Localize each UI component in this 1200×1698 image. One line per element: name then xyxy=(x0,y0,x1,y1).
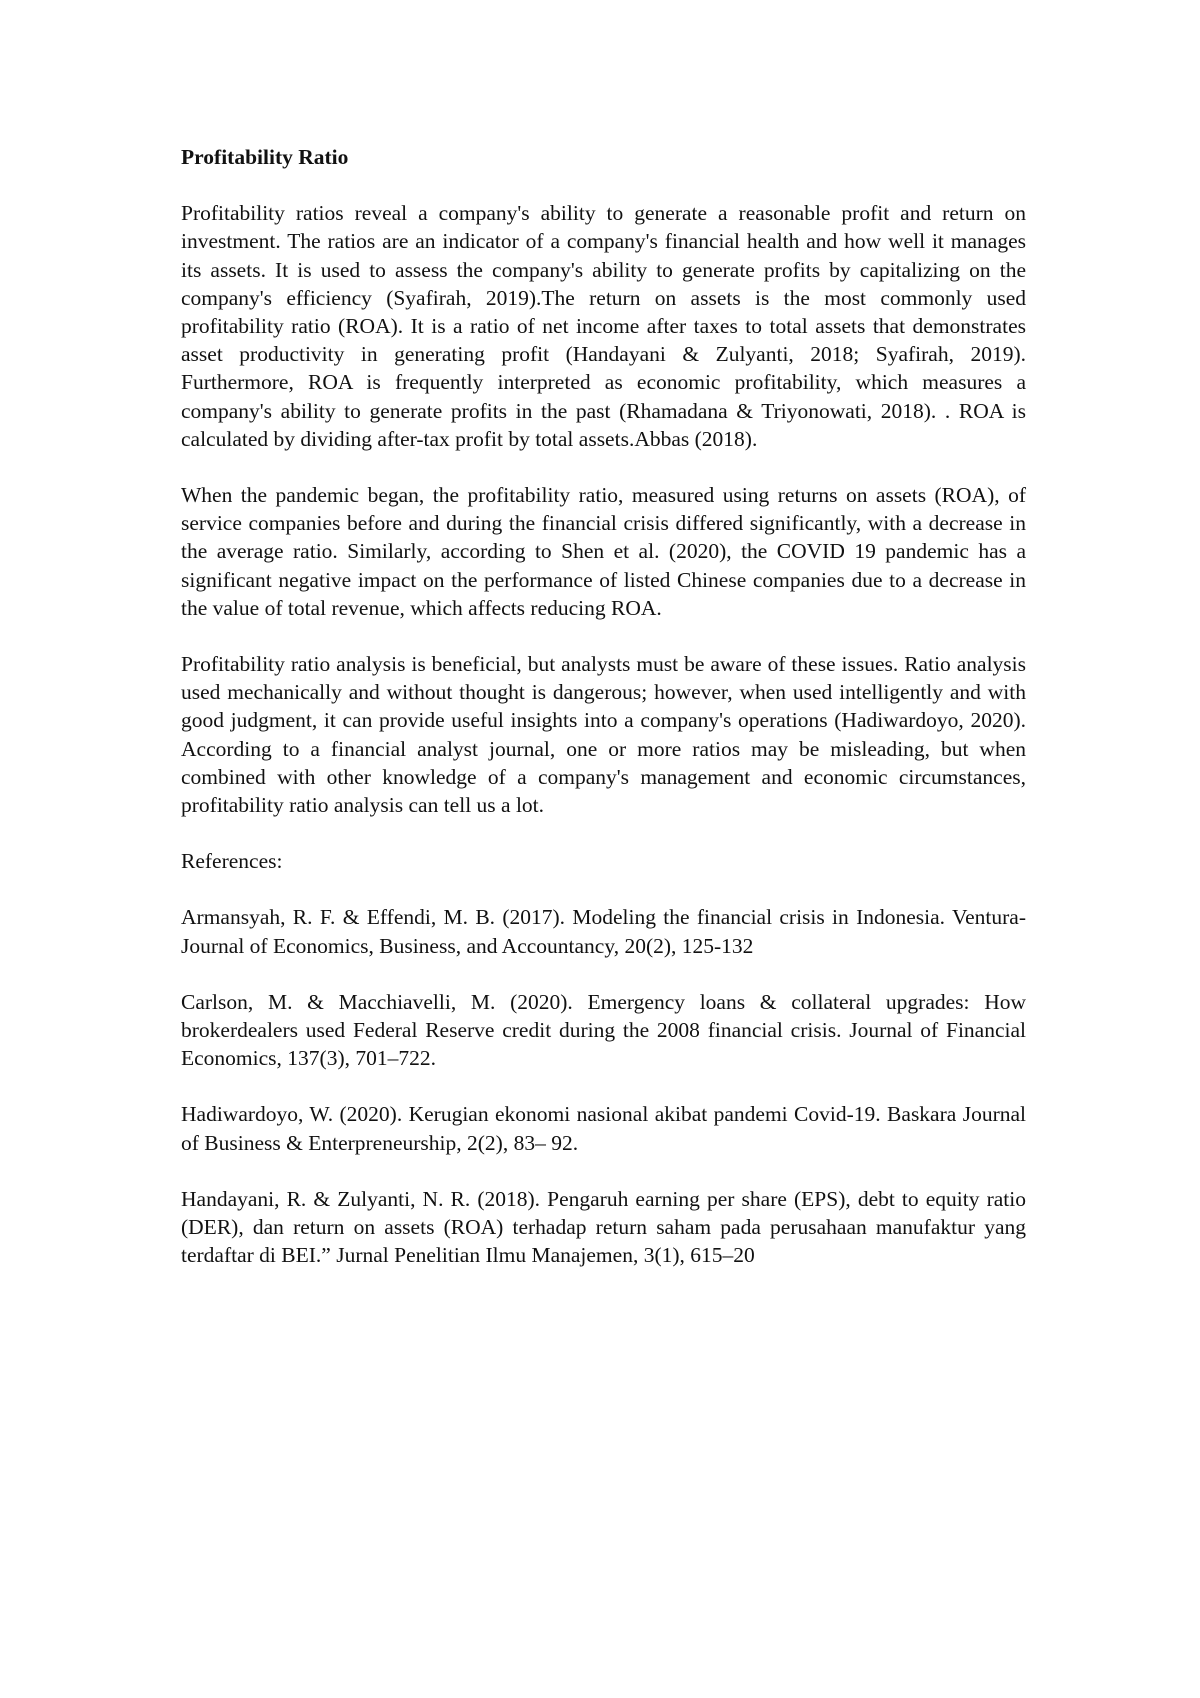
reference-item: Carlson, M. & Macchiavelli, M. (2020). Emergency loans & collateral upgrades: How brokerdealers used Federal Reserve credit during the 2008 financial crisis. Journal of Financial Economics, 137(3), 701–722. xyxy=(181,989,1026,1071)
reference-item: Handayani, R. & Zulyanti, N. R. (2018). Pengaruh earning per share (EPS), debt to equity ratio (DER), dan return on assets (ROA) terhadap return saham pada perusahaan manufaktur yang terdaftar di BEI.” Jurnal Penelitian Ilmu Manajemen, 3(1), 615–20 xyxy=(181,1186,1026,1268)
references-heading: References: xyxy=(181,849,283,874)
paragraph-analysis: Profitability ratio analysis is beneficial, but analysts must be aware of these issues. Ratio analysis used mechanically and without thought is dangerous; however, when used intelligently and with good judgment, it can provide useful insights into a company's operations (Hadiwardoyo, 2020). According to a financial analyst journal, one or more ratios may be misleading, but when combined with other knowledge of a company's management and economic circumstances, profitability ratio analysis can tell us a lot. xyxy=(181,652,1026,818)
document-title: Profitability Ratio xyxy=(181,145,349,169)
reference-item: Hadiwardoyo, W. (2020). Kerugian ekonomi nasional akibat pandemi Covid-19. Baskara Journal of Business & Enterpreneurship, 2(2), 83– 92. xyxy=(181,1102,1026,1155)
reference-item: Armansyah, R. F. & Effendi, M. B. (2017). Modeling the financial crisis in Indonesia. Ventura-Journal of Economics, Business, and Accountancy, 20(2), 125-132 xyxy=(181,905,1026,958)
document-page xyxy=(181,143,1026,1298)
paragraph-intro: Profitability ratios reveal a company's ability to generate a reasonable profit and return on investment. The ratios are an indicator of a company's financial health and how well it manages its assets. It is used to assess the company's ability to generate profits by capitalizing on the company's efficiency (Syafirah, 2019).The return on assets is the most commonly used profitability ratio (ROA). It is a ratio of net income after taxes to total assets that demonstrates asset productivity in generating profit (Handayani & Zulyanti, 2018; Syafirah, 2019). Furthermore, ROA is frequently interpreted as economic profitability, which measures a company's ability to generate profits in the past (Rhamadana & Triyonowati, 2018). . ROA is calculated by dividing after-tax profit by total assets.Abbas (2018). xyxy=(181,201,1026,451)
paragraph-pandemic: When the pandemic began, the profitability ratio, measured using returns on assets (ROA), of service companies before and during the financial crisis differed significantly, with a decrease in the average ratio. Similarly, according to Shen et al. (2020), the COVID 19 pandemic has a significant negative impact on the performance of listed Chinese companies due to a decrease in the value of total revenue, which affects reducing ROA. xyxy=(181,483,1026,620)
